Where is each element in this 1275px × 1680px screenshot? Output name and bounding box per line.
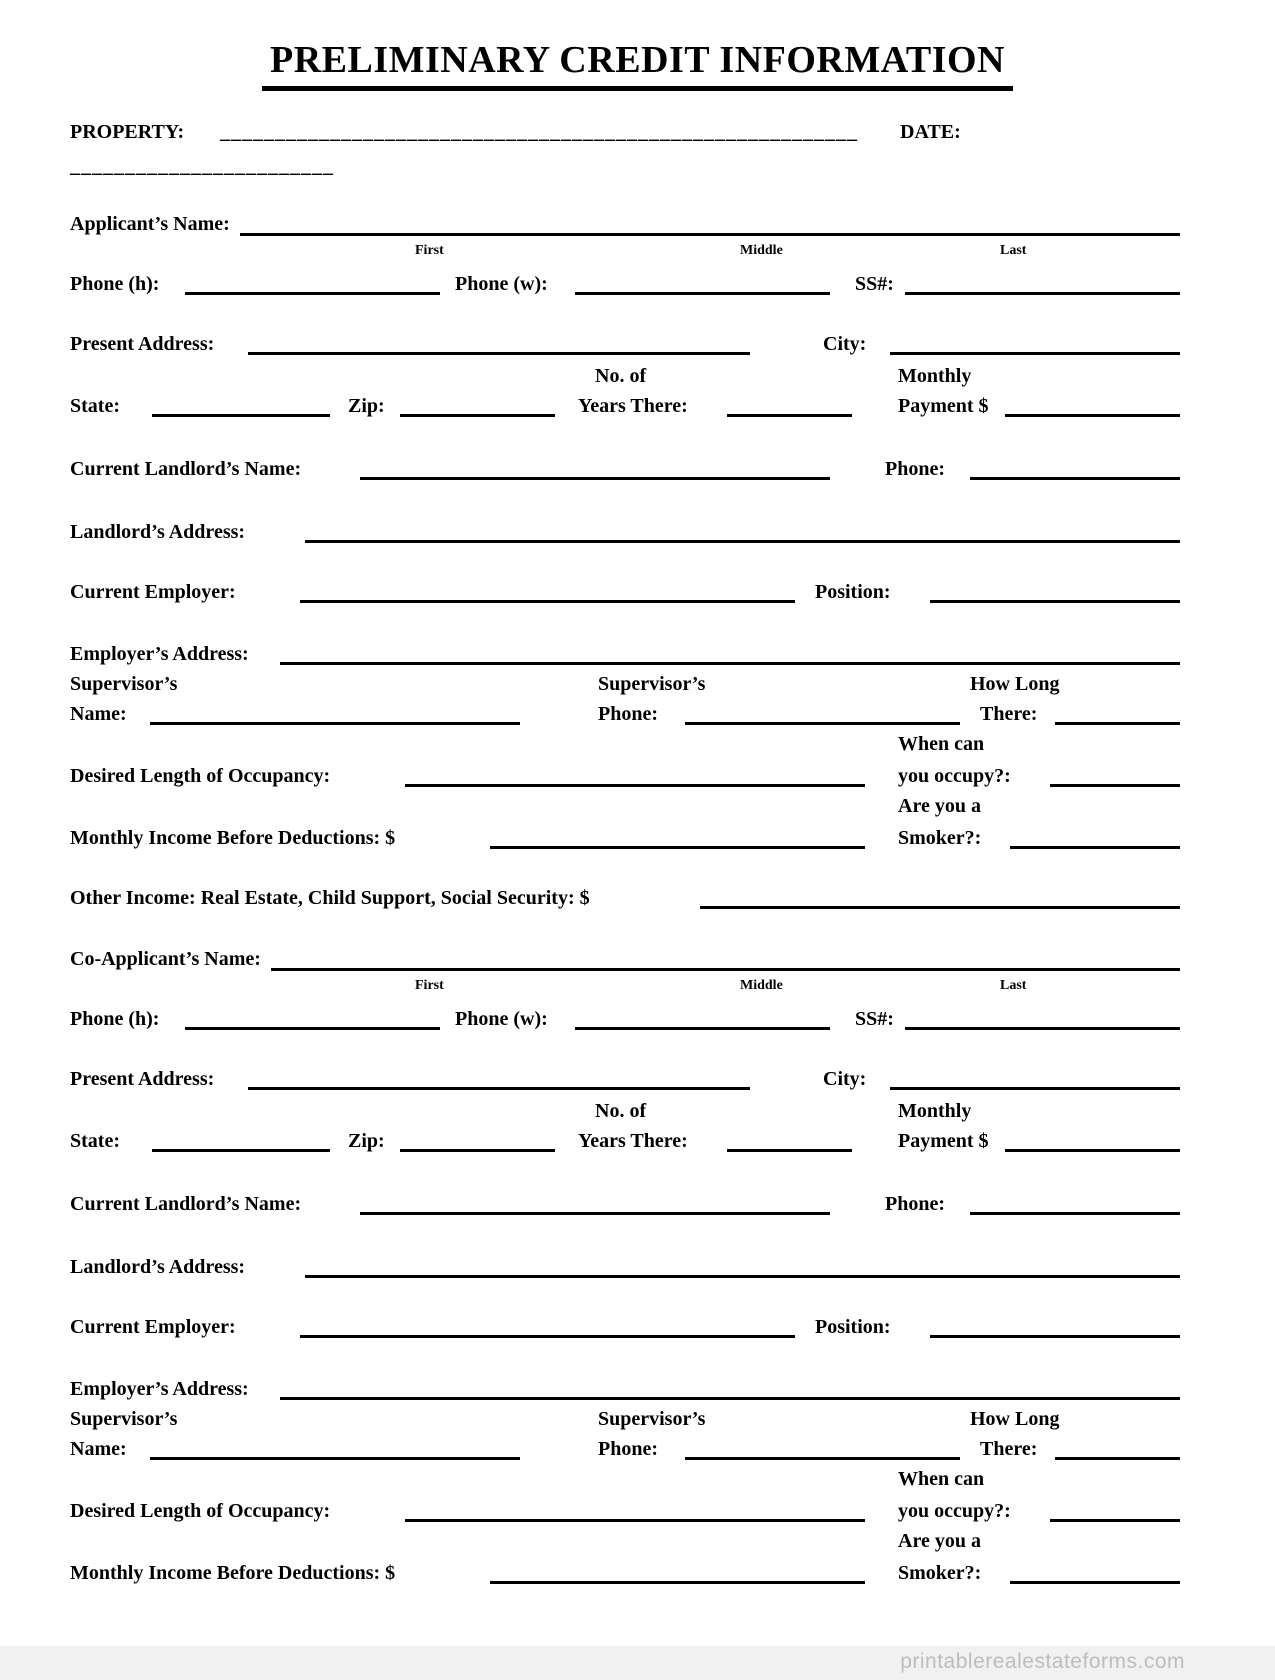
property-line[interactable]: __________________________________________________________ bbox=[220, 121, 858, 143]
desired-length-label: Desired Length of Occupancy: bbox=[70, 1500, 331, 1522]
you-occupy-label: you occupy?: bbox=[898, 1500, 1011, 1522]
title-wrap bbox=[0, 38, 1275, 91]
state-label: State: bbox=[70, 395, 120, 417]
desired-length-label: Desired Length of Occupancy: bbox=[70, 765, 331, 787]
coapplicant-supervisor-phone-line[interactable] bbox=[685, 1457, 960, 1460]
applicant-supervisor-header-row bbox=[70, 672, 1180, 696]
applicant-supervisor-phone-line[interactable] bbox=[685, 722, 960, 725]
applicant-other-income-row bbox=[70, 884, 1180, 910]
applicant-present-address-line[interactable] bbox=[248, 352, 750, 355]
applicant-desired-length-line[interactable] bbox=[405, 784, 865, 787]
employer-label: Current Employer: bbox=[70, 1316, 236, 1338]
coapplicant-phone-row bbox=[70, 1005, 1180, 1031]
coapplicant-desired-length-line[interactable] bbox=[405, 1519, 865, 1522]
position-label: Position: bbox=[815, 581, 891, 603]
applicant-zip-line[interactable] bbox=[400, 414, 555, 417]
first-hint: First bbox=[415, 243, 444, 258]
coapplicant-landlord-phone-line[interactable] bbox=[970, 1212, 1180, 1215]
coapplicant-when-can-row bbox=[70, 1467, 1180, 1491]
applicant-name-label: Applicant’s Name: bbox=[70, 213, 230, 235]
no-of-hint: No. of bbox=[595, 1100, 647, 1122]
property-label: PROPERTY: bbox=[70, 121, 185, 143]
present-address-label: Present Address: bbox=[70, 1068, 215, 1090]
zip-label: Zip: bbox=[348, 1130, 385, 1152]
city-label: City: bbox=[823, 333, 867, 355]
coapplicant-employer-line[interactable] bbox=[300, 1335, 795, 1338]
applicant-years-there-line[interactable] bbox=[727, 414, 852, 417]
supervisors-label: Supervisor’s bbox=[70, 673, 178, 695]
how-long-label: How Long bbox=[970, 673, 1060, 695]
coapplicant-address-row bbox=[70, 1065, 1180, 1091]
phone-label: Phone: bbox=[598, 1438, 658, 1460]
name-label: Name: bbox=[70, 1438, 127, 1460]
coapplicant-phone-h-line[interactable] bbox=[185, 1027, 440, 1030]
applicant-employer-line[interactable] bbox=[300, 600, 795, 603]
coapplicant-city-line[interactable] bbox=[890, 1087, 1180, 1090]
supervisors-label: Supervisor’s bbox=[70, 1408, 178, 1430]
coapplicant-supervisor-row bbox=[70, 1435, 1180, 1461]
applicant-landlord-row bbox=[70, 455, 1180, 481]
monthly-income-label: Monthly Income Before Deductions: $ bbox=[70, 827, 396, 849]
when-can-label: When can bbox=[898, 1468, 985, 1490]
ss-label: SS#: bbox=[855, 1008, 894, 1030]
coapplicant-employer-address-line[interactable] bbox=[280, 1397, 1180, 1400]
applicant-employer-address-line[interactable] bbox=[280, 662, 1180, 665]
are-you-a-label: Are you a bbox=[898, 1530, 981, 1552]
no-of-hint: No. of bbox=[595, 365, 647, 387]
phone-label: Phone: bbox=[885, 458, 945, 480]
ss-label: SS#: bbox=[855, 273, 894, 295]
applicant-when-occupy-line[interactable] bbox=[1050, 784, 1180, 787]
coapplicant-name-hints bbox=[70, 978, 1180, 998]
applicant-income-row bbox=[70, 824, 1180, 850]
you-occupy-label: you occupy?: bbox=[898, 765, 1011, 787]
zip-label: Zip: bbox=[348, 395, 385, 417]
there-label: There: bbox=[980, 703, 1038, 725]
applicant-landlord-address-line[interactable] bbox=[305, 540, 1180, 543]
payment-label: Payment $ bbox=[898, 1130, 989, 1152]
applicant-state-row bbox=[70, 392, 1180, 418]
coapplicant-landlord-address-line[interactable] bbox=[305, 1275, 1180, 1278]
phone-label: Phone: bbox=[885, 1193, 945, 1215]
coapplicant-are-you-a-row bbox=[70, 1529, 1180, 1553]
coapplicant-landlord-address-row bbox=[70, 1253, 1180, 1279]
applicant-landlord-phone-line[interactable] bbox=[970, 477, 1180, 480]
coapplicant-occupancy-row bbox=[70, 1497, 1180, 1523]
applicant-phone-row bbox=[70, 270, 1180, 296]
coapplicant-name-line[interactable] bbox=[271, 947, 1180, 971]
applicant-employer-address-row bbox=[70, 640, 1180, 666]
years-there-label: Years There: bbox=[578, 1130, 688, 1152]
other-income-label: Other Income: Real Estate, Child Support, Social Security: $ bbox=[70, 887, 590, 909]
monthly-hint: Monthly bbox=[898, 1100, 972, 1122]
applicant-when-can-row bbox=[70, 732, 1180, 756]
applicant-landlord-address-row bbox=[70, 518, 1180, 544]
applicant-section bbox=[70, 210, 1180, 922]
last-hint: Last bbox=[1000, 978, 1027, 993]
coapplicant-monthly-income-line[interactable] bbox=[490, 1581, 865, 1584]
applicant-name-line[interactable] bbox=[240, 212, 1180, 236]
last-hint: Last bbox=[1000, 243, 1027, 258]
coapplicant-position-line[interactable] bbox=[930, 1335, 1180, 1338]
coapplicant-ss-line[interactable] bbox=[905, 1027, 1180, 1030]
employer-address-label: Employer’s Address: bbox=[70, 1378, 249, 1400]
applicant-state-line[interactable] bbox=[152, 414, 330, 417]
coapplicant-name-label: Co-Applicant’s Name: bbox=[70, 948, 261, 970]
property-line-2[interactable]: ________________________ bbox=[70, 155, 334, 177]
phone-h-label: Phone (h): bbox=[70, 1008, 160, 1030]
applicant-payment-line[interactable] bbox=[1005, 414, 1180, 417]
coapplicant-supervisor-name-line[interactable] bbox=[150, 1457, 520, 1460]
applicant-other-income-line[interactable] bbox=[700, 906, 1180, 909]
applicant-name-hints bbox=[70, 243, 1180, 263]
applicant-employer-row bbox=[70, 578, 1180, 604]
phone-w-label: Phone (w): bbox=[455, 1008, 548, 1030]
employer-label: Current Employer: bbox=[70, 581, 236, 603]
applicant-phone-h-line[interactable] bbox=[185, 292, 440, 295]
coapplicant-payment-line[interactable] bbox=[1005, 1149, 1180, 1152]
applicant-supervisor-row bbox=[70, 700, 1180, 726]
applicant-supervisor-name-line[interactable] bbox=[150, 722, 520, 725]
coapplicant-employer-address-row bbox=[70, 1375, 1180, 1401]
first-hint: First bbox=[415, 978, 444, 993]
coapplicant-present-address-line[interactable] bbox=[248, 1087, 750, 1090]
coapplicant-name-row bbox=[70, 945, 1180, 971]
coapplicant-state-line[interactable] bbox=[152, 1149, 330, 1152]
applicant-name-row bbox=[70, 210, 1180, 236]
landlord-address-label: Landlord’s Address: bbox=[70, 1256, 246, 1278]
middle-hint: Middle bbox=[740, 978, 783, 993]
applicant-how-long-there-line[interactable] bbox=[1055, 722, 1180, 725]
coapplicant-section bbox=[70, 945, 1180, 1597]
applicant-smoker-line[interactable] bbox=[1010, 846, 1180, 849]
coapplicant-landlord-row bbox=[70, 1190, 1180, 1216]
years-there-label: Years There: bbox=[578, 395, 688, 417]
when-can-label: When can bbox=[898, 733, 985, 755]
applicant-landlord-name-line[interactable] bbox=[360, 477, 830, 480]
applicant-are-you-a-row bbox=[70, 794, 1180, 818]
coapplicant-hint-row bbox=[70, 1097, 1180, 1123]
coapplicant-years-there-line[interactable] bbox=[727, 1149, 852, 1152]
applicant-hint-row bbox=[70, 362, 1180, 388]
coapplicant-how-long-there-line[interactable] bbox=[1055, 1457, 1180, 1460]
position-label: Position: bbox=[815, 1316, 891, 1338]
coapplicant-when-occupy-line[interactable] bbox=[1050, 1519, 1180, 1522]
footer-site-watermark: printablerealestateforms.com bbox=[900, 1650, 1185, 1673]
coapplicant-phone-w-line[interactable] bbox=[575, 1027, 830, 1030]
smoker-label: Smoker?: bbox=[898, 1562, 982, 1584]
page-title: PRELIMINARY CREDIT INFORMATION bbox=[262, 38, 1013, 91]
coapplicant-employer-row bbox=[70, 1313, 1180, 1339]
coapplicant-supervisor-header-row bbox=[70, 1407, 1180, 1431]
coapplicant-smoker-line[interactable] bbox=[1010, 1581, 1180, 1584]
there-label: There: bbox=[980, 1438, 1038, 1460]
landlord-address-label: Landlord’s Address: bbox=[70, 521, 246, 543]
property-row-2 bbox=[70, 150, 1180, 178]
coapplicant-state-row bbox=[70, 1127, 1180, 1153]
city-label: City: bbox=[823, 1068, 867, 1090]
monthly-hint: Monthly bbox=[898, 365, 972, 387]
applicant-address-row bbox=[70, 330, 1180, 356]
state-label: State: bbox=[70, 1130, 120, 1152]
landlord-name-label: Current Landlord’s Name: bbox=[70, 1193, 302, 1215]
employer-address-label: Employer’s Address: bbox=[70, 643, 249, 665]
phone-h-label: Phone (h): bbox=[70, 273, 160, 295]
phone-w-label: Phone (w): bbox=[455, 273, 548, 295]
footer-bar bbox=[0, 1646, 1275, 1680]
name-label: Name: bbox=[70, 703, 127, 725]
applicant-monthly-income-line[interactable] bbox=[490, 846, 865, 849]
present-address-label: Present Address: bbox=[70, 333, 215, 355]
payment-label: Payment $ bbox=[898, 395, 989, 417]
coapplicant-zip-line[interactable] bbox=[400, 1149, 555, 1152]
landlord-name-label: Current Landlord’s Name: bbox=[70, 458, 302, 480]
date-label: DATE: bbox=[900, 121, 961, 143]
monthly-income-label: Monthly Income Before Deductions: $ bbox=[70, 1562, 396, 1584]
applicant-ss-line[interactable] bbox=[905, 292, 1180, 295]
applicant-city-line[interactable] bbox=[890, 352, 1180, 355]
applicant-phone-w-line[interactable] bbox=[575, 292, 830, 295]
supervisors-label-2: Supervisor’s bbox=[598, 1408, 706, 1430]
smoker-label: Smoker?: bbox=[898, 827, 982, 849]
supervisors-label-2: Supervisor’s bbox=[598, 673, 706, 695]
are-you-a-label: Are you a bbox=[898, 795, 981, 817]
applicant-occupancy-row bbox=[70, 762, 1180, 788]
coapplicant-landlord-name-line[interactable] bbox=[360, 1212, 830, 1215]
coapplicant-income-row bbox=[70, 1559, 1180, 1585]
middle-hint: Middle bbox=[740, 243, 783, 258]
how-long-label: How Long bbox=[970, 1408, 1060, 1430]
property-row bbox=[70, 116, 1180, 144]
phone-label: Phone: bbox=[598, 703, 658, 725]
applicant-position-line[interactable] bbox=[930, 600, 1180, 603]
